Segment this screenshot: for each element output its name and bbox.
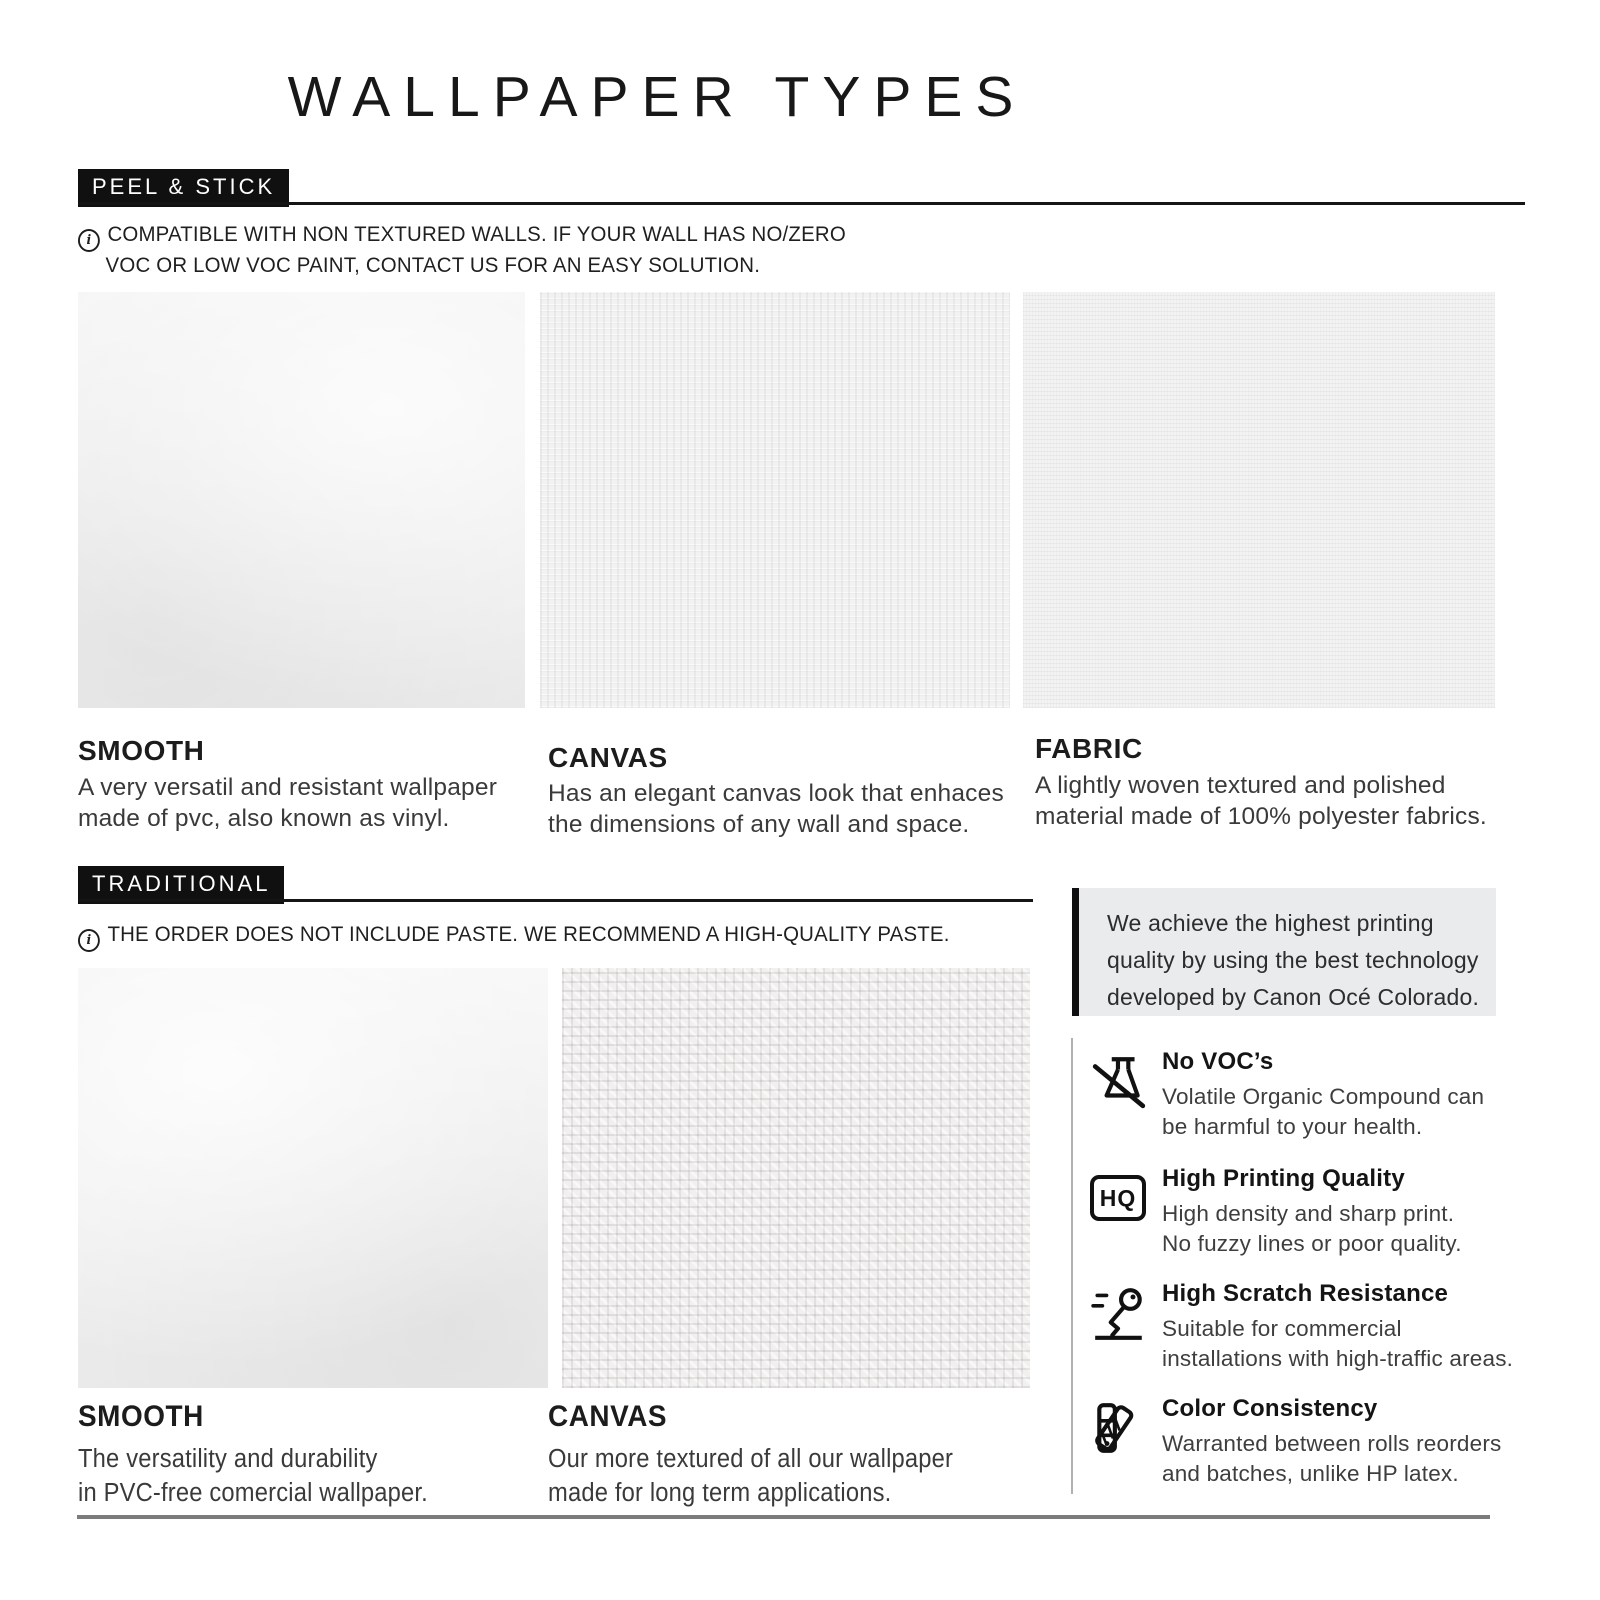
fabric-texture-swatch <box>1023 292 1495 708</box>
printing-quality-callout <box>1072 888 1496 1016</box>
desc-line: Volatile Organic Compound can <box>1162 1084 1485 1109</box>
canvas-texture-swatch <box>540 292 1010 708</box>
type-desc-smooth-traditional <box>78 1442 428 1510</box>
canvas-traditional-swatch <box>562 968 1030 1388</box>
feature-high-scratch-resistance <box>1090 1280 1520 1374</box>
desc-line: made for long term applications. <box>548 1479 892 1507</box>
desc-line: Suitable for commercial <box>1162 1316 1402 1341</box>
type-desc-canvas-traditional <box>548 1442 953 1510</box>
desc-line: Warranted between rolls reorders <box>1162 1431 1502 1456</box>
desc-line: installations with high-traffic areas. <box>1162 1346 1514 1371</box>
section-rule-peel-stick <box>78 202 1525 205</box>
desc-line: and batches, unlike HP latex. <box>1162 1461 1459 1486</box>
desc-line: The versatility and durability <box>78 1445 378 1473</box>
feature-title: Color Consistency <box>1162 1395 1378 1422</box>
feature-title: No VOC’s <box>1162 1048 1274 1075</box>
feature-high-printing-quality <box>1090 1165 1520 1259</box>
note-line: COMPATIBLE WITH NON TEXTURED WALLS. IF YOUR WALL HAS NO/ZERO <box>107 222 846 246</box>
desc-line: made of pvc, also known as vinyl. <box>78 805 450 832</box>
traditional-note <box>78 921 990 952</box>
page-title: WALLPAPER TYPES <box>287 65 1027 129</box>
callout-line: developed by Canon Océ Colorado. <box>1107 984 1480 1010</box>
section-rule-traditional <box>78 899 1033 902</box>
type-name-fabric: FABRIC <box>1035 733 1143 764</box>
hq-badge-icon <box>1090 1169 1148 1227</box>
desc-line: material made of 100% polyester fabrics. <box>1035 803 1487 830</box>
type-name-canvas-traditional: CANVAS <box>548 1400 668 1433</box>
type-name-smooth: SMOOTH <box>78 735 205 766</box>
note-line: VOC OR LOW VOC PAINT, CONTACT US FOR AN EASY SOLUTION. <box>105 253 761 277</box>
desc-line: No fuzzy lines or poor quality. <box>1162 1231 1462 1256</box>
desc-line: in PVC-free comercial wallpaper. <box>78 1479 428 1507</box>
desc-line: A very versatil and resistant wallpaper <box>78 774 498 801</box>
key-icon <box>1090 1284 1148 1342</box>
type-name-canvas: CANVAS <box>548 742 668 773</box>
feature-title: High Scratch Resistance <box>1162 1280 1449 1307</box>
section-label-peel-stick: PEEL & STICK <box>78 169 289 207</box>
bottom-divider-rule <box>77 1515 1490 1519</box>
feature-desc <box>1162 1314 1520 1374</box>
type-name-smooth-traditional: SMOOTH <box>78 1400 204 1433</box>
feature-desc <box>1162 1429 1520 1489</box>
desc-line: A lightly woven textured and polished <box>1035 772 1446 799</box>
desc-line: be harmful to your health. <box>1162 1114 1423 1139</box>
hq-badge-text: HQ <box>1090 1175 1146 1221</box>
desc-line: Has an elegant canvas look that enhaces <box>548 780 1004 807</box>
callout-line: We achieve the highest printing <box>1107 910 1434 936</box>
type-desc-canvas <box>548 778 1004 840</box>
type-desc-fabric <box>1035 770 1487 832</box>
feature-no-voc <box>1090 1048 1520 1142</box>
section-label-traditional: TRADITIONAL <box>78 866 284 904</box>
peel-stick-note <box>78 221 857 278</box>
color-swatches-icon <box>1090 1399 1148 1457</box>
no-voc-flask-icon <box>1090 1052 1148 1110</box>
feature-desc <box>1162 1082 1520 1142</box>
type-desc-smooth <box>78 772 497 834</box>
features-divider-line <box>1071 1038 1073 1494</box>
smooth-traditional-swatch <box>78 968 548 1388</box>
info-icon: i <box>78 929 100 952</box>
info-icon: i <box>78 229 100 252</box>
callout-line: quality by using the best technology <box>1107 947 1479 973</box>
desc-line: High density and sharp print. <box>1162 1201 1455 1226</box>
feature-desc <box>1162 1199 1520 1259</box>
feature-color-consistency <box>1090 1395 1520 1489</box>
smooth-texture-swatch <box>78 292 525 708</box>
feature-title: High Printing Quality <box>1162 1165 1405 1192</box>
note-line: THE ORDER DOES NOT INCLUDE PASTE. WE RECOMMEND A HIGH-QUALITY PASTE. <box>107 922 950 946</box>
desc-line: the dimensions of any wall and space. <box>548 811 970 838</box>
desc-line: Our more textured of all our wallpaper <box>548 1445 954 1473</box>
